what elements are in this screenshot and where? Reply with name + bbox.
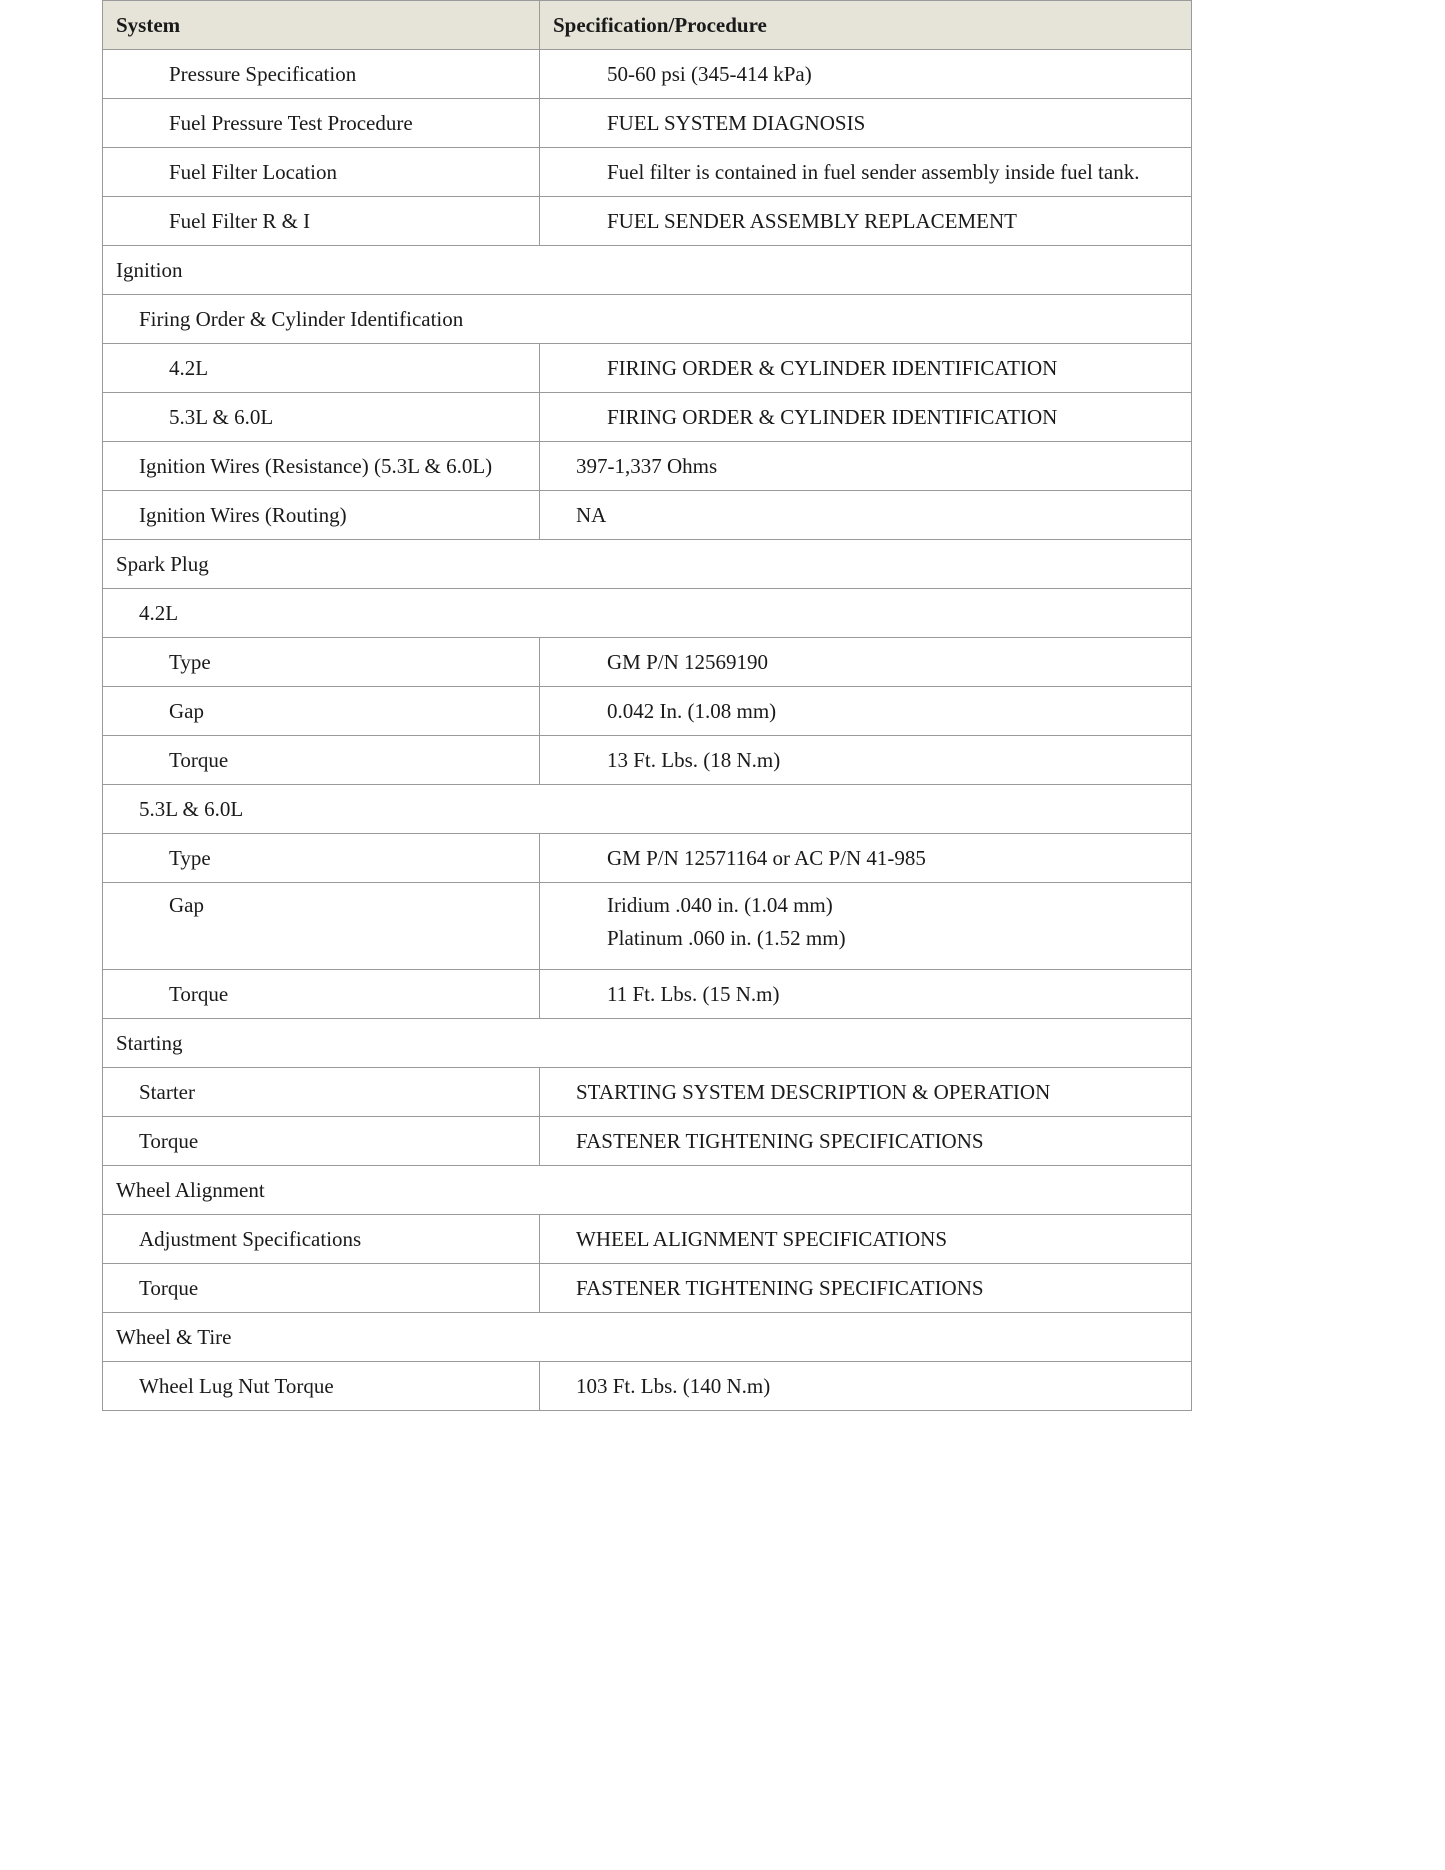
table-row bbox=[103, 442, 1192, 491]
row-value-link: FUEL SENDER ASSEMBLY REPLACEMENT bbox=[540, 197, 1192, 246]
section-row bbox=[103, 246, 1192, 295]
section-heading-wheel-tire: Wheel & Tire bbox=[103, 1313, 1192, 1362]
value-line: Platinum .060 in. (1.52 mm) bbox=[607, 925, 846, 950]
table-row bbox=[103, 393, 1192, 442]
table-header-row bbox=[103, 1, 1192, 50]
row-label: Adjustment Specifications bbox=[103, 1215, 540, 1264]
row-value-link: WHEEL ALIGNMENT SPECIFICATIONS bbox=[540, 1215, 1192, 1264]
row-value: NA bbox=[540, 491, 1192, 540]
row-label: 5.3L & 6.0L bbox=[103, 393, 540, 442]
row-value: GM P/N 12571164 or AC P/N 41-985 bbox=[540, 834, 1192, 883]
row-value-link: FASTENER TIGHTENING SPECIFICATIONS bbox=[540, 1264, 1192, 1313]
column-header-system: System bbox=[103, 1, 540, 50]
row-label: Wheel Lug Nut Torque bbox=[103, 1362, 540, 1411]
table-row bbox=[103, 50, 1192, 99]
section-heading-wheel-alignment: Wheel Alignment bbox=[103, 1166, 1192, 1215]
row-value-link: FIRING ORDER & CYLINDER IDENTIFICATION bbox=[540, 393, 1192, 442]
table-row bbox=[103, 1117, 1192, 1166]
row-label: Torque bbox=[103, 970, 540, 1019]
row-value bbox=[540, 883, 1192, 970]
row-label: Type bbox=[103, 834, 540, 883]
subsection-row bbox=[103, 589, 1192, 638]
row-label: Pressure Specification bbox=[103, 50, 540, 99]
table-row bbox=[103, 736, 1192, 785]
table-row bbox=[103, 1068, 1192, 1117]
row-label: Starter bbox=[103, 1068, 540, 1117]
row-label: Gap bbox=[103, 687, 540, 736]
row-value: 103 Ft. Lbs. (140 N.m) bbox=[540, 1362, 1192, 1411]
subsection-heading: 4.2L bbox=[103, 589, 1192, 638]
row-label: Torque bbox=[103, 736, 540, 785]
subsection-row bbox=[103, 785, 1192, 834]
section-row bbox=[103, 1313, 1192, 1362]
row-value: 397-1,337 Ohms bbox=[540, 442, 1192, 491]
table-row bbox=[103, 344, 1192, 393]
row-value-link: FIRING ORDER & CYLINDER IDENTIFICATION bbox=[540, 344, 1192, 393]
table-row bbox=[103, 1264, 1192, 1313]
row-label: Torque bbox=[103, 1264, 540, 1313]
table-row bbox=[103, 638, 1192, 687]
table-row bbox=[103, 1215, 1192, 1264]
row-value: GM P/N 12569190 bbox=[540, 638, 1192, 687]
table-row bbox=[103, 883, 1192, 970]
table-row bbox=[103, 197, 1192, 246]
row-label: Type bbox=[103, 638, 540, 687]
table-row bbox=[103, 148, 1192, 197]
row-value-link: FASTENER TIGHTENING SPECIFICATIONS bbox=[540, 1117, 1192, 1166]
section-heading-starting: Starting bbox=[103, 1019, 1192, 1068]
subsection-heading: 5.3L & 6.0L bbox=[103, 785, 1192, 834]
table-row bbox=[103, 99, 1192, 148]
table-row bbox=[103, 491, 1192, 540]
specification-table bbox=[102, 0, 1192, 1411]
section-heading-spark-plug: Spark Plug bbox=[103, 540, 1192, 589]
section-row bbox=[103, 1166, 1192, 1215]
section-heading-ignition: Ignition bbox=[103, 246, 1192, 295]
row-label: Torque bbox=[103, 1117, 540, 1166]
row-label: Fuel Pressure Test Procedure bbox=[103, 99, 540, 148]
row-value: 0.042 In. (1.08 mm) bbox=[540, 687, 1192, 736]
subsection-heading: Firing Order & Cylinder Identification bbox=[103, 295, 1192, 344]
row-value: 13 Ft. Lbs. (18 N.m) bbox=[540, 736, 1192, 785]
row-value: Fuel filter is contained in fuel sender assembly inside fuel tank. bbox=[540, 148, 1192, 197]
row-value-link: FUEL SYSTEM DIAGNOSIS bbox=[540, 99, 1192, 148]
table-row bbox=[103, 834, 1192, 883]
row-label: Fuel Filter R & I bbox=[103, 197, 540, 246]
row-label: Fuel Filter Location bbox=[103, 148, 540, 197]
row-label: Ignition Wires (Routing) bbox=[103, 491, 540, 540]
value-line: Iridium .040 in. (1.04 mm) bbox=[607, 893, 833, 917]
section-row bbox=[103, 540, 1192, 589]
row-value: 11 Ft. Lbs. (15 N.m) bbox=[540, 970, 1192, 1019]
row-value-link: STARTING SYSTEM DESCRIPTION & OPERATION bbox=[540, 1068, 1192, 1117]
row-label: Gap bbox=[103, 883, 540, 970]
table-row bbox=[103, 1362, 1192, 1411]
row-value: 50-60 psi (345-414 kPa) bbox=[540, 50, 1192, 99]
subsection-row bbox=[103, 295, 1192, 344]
column-header-specification: Specification/Procedure bbox=[540, 1, 1192, 50]
row-label: 4.2L bbox=[103, 344, 540, 393]
table-row bbox=[103, 970, 1192, 1019]
row-label: Ignition Wires (Resistance) (5.3L & 6.0L) bbox=[103, 442, 540, 491]
section-row bbox=[103, 1019, 1192, 1068]
table-row bbox=[103, 687, 1192, 736]
